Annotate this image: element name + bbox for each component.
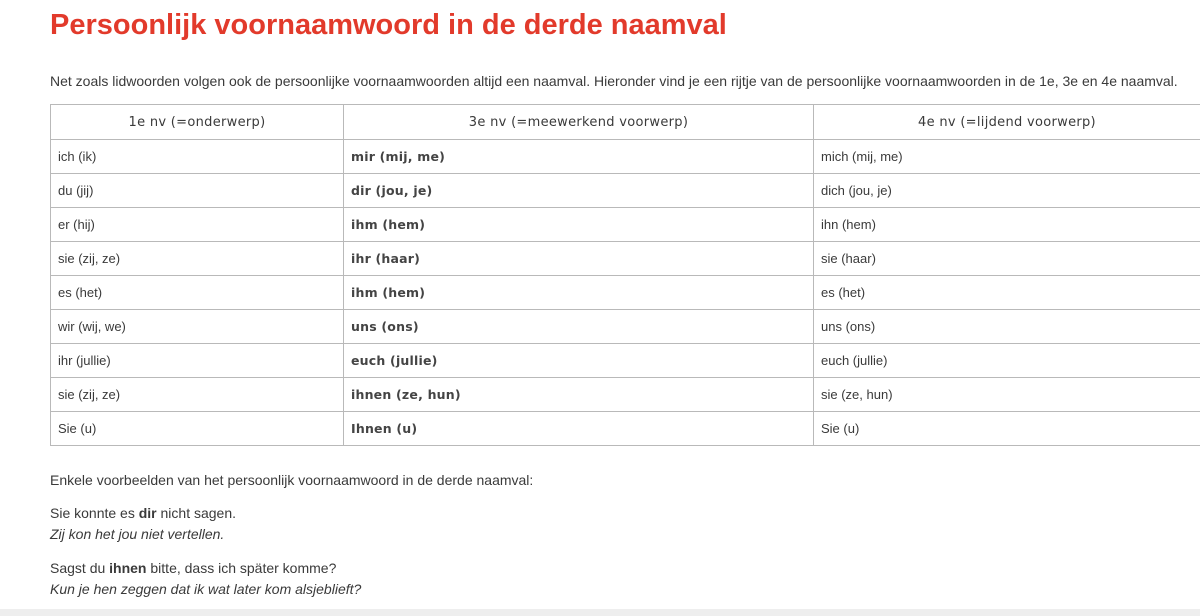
table-row bbox=[51, 276, 1200, 310]
table-row bbox=[51, 208, 1200, 242]
dutch-translation: Kun je hen zeggen dat ik wat later kom alsjeblieft? bbox=[50, 581, 362, 597]
accusative-cell: uns (ons) bbox=[814, 310, 1200, 344]
german-sentence bbox=[50, 558, 361, 579]
dative-cell: Ihnen (u) bbox=[344, 412, 814, 446]
highlighted-pronoun: ihnen bbox=[109, 560, 147, 576]
dative-cell: mir (mij, me) bbox=[344, 140, 814, 174]
example-sentence bbox=[50, 558, 361, 600]
table-row bbox=[51, 140, 1200, 174]
dative-cell: dir (jou, je) bbox=[344, 174, 814, 208]
accusative-cell: ihn (hem) bbox=[814, 208, 1200, 242]
nominative-cell: sie (zij, ze) bbox=[51, 378, 344, 412]
example-sentence bbox=[50, 503, 236, 545]
sentence-text: Sie konnte es bbox=[50, 505, 139, 521]
accusative-cell: dich (jou, je) bbox=[814, 174, 1200, 208]
nominative-cell: er (hij) bbox=[51, 208, 344, 242]
accusative-cell: Sie (u) bbox=[814, 412, 1200, 446]
dative-cell: euch (jullie) bbox=[344, 344, 814, 378]
nominative-cell: es (het) bbox=[51, 276, 344, 310]
nominative-cell: ich (ik) bbox=[51, 140, 344, 174]
table-header-row bbox=[51, 105, 1200, 140]
accusative-cell: sie (ze, hun) bbox=[814, 378, 1200, 412]
nominative-cell: du (jij) bbox=[51, 174, 344, 208]
table-row bbox=[51, 344, 1200, 378]
nominative-cell: ihr (jullie) bbox=[51, 344, 344, 378]
dative-cell: ihm (hem) bbox=[344, 208, 814, 242]
dative-cell: ihm (hem) bbox=[344, 276, 814, 310]
column-header-nominative: 1e nv (=onderwerp) bbox=[51, 105, 344, 140]
table-row bbox=[51, 310, 1200, 344]
column-header-accusative: 4e nv (=lijdend voorwerp) bbox=[814, 105, 1200, 140]
sentence-text: nicht sagen. bbox=[156, 505, 237, 521]
nominative-cell: Sie (u) bbox=[51, 412, 344, 446]
table-row bbox=[51, 242, 1200, 276]
german-sentence bbox=[50, 503, 236, 524]
highlighted-pronoun: dir bbox=[138, 505, 157, 521]
dutch-translation: Zij kon het jou niet vertellen. bbox=[50, 526, 225, 542]
accusative-cell: mich (mij, me) bbox=[814, 140, 1200, 174]
accusative-cell: es (het) bbox=[814, 276, 1200, 310]
nominative-cell: sie (zij, ze) bbox=[51, 242, 344, 276]
dative-cell: ihnen (ze, hun) bbox=[344, 378, 814, 412]
examples-intro: Enkele voorbeelden van het persoonlijk voornaamwoord in de derde naamval: bbox=[50, 472, 534, 488]
dative-cell: uns (ons) bbox=[344, 310, 814, 344]
bottom-divider bbox=[0, 609, 1200, 616]
column-header-dative: 3e nv (=meewerkend voorwerp) bbox=[344, 105, 814, 140]
intro-paragraph: Net zoals lidwoorden volgen ook de persoonlijke voornaamwoorden altijd een naamval. Hieronder vind je een rijtje van de persoonlijke voornaamwoorden in de 1e, 3e en 4e naamval. bbox=[50, 73, 1178, 89]
pronoun-table bbox=[50, 104, 1200, 446]
page-title: Persoonlijk voornaamwoord in de derde naamval bbox=[50, 9, 727, 41]
sentence-text: Sagst du bbox=[50, 560, 110, 576]
accusative-cell: sie (haar) bbox=[814, 242, 1200, 276]
dative-cell: ihr (haar) bbox=[344, 242, 814, 276]
table-row bbox=[51, 174, 1200, 208]
sentence-text: bitte, dass ich später komme? bbox=[146, 560, 337, 576]
table-row bbox=[51, 378, 1200, 412]
accusative-cell: euch (jullie) bbox=[814, 344, 1200, 378]
table-row bbox=[51, 412, 1200, 446]
nominative-cell: wir (wij, we) bbox=[51, 310, 344, 344]
